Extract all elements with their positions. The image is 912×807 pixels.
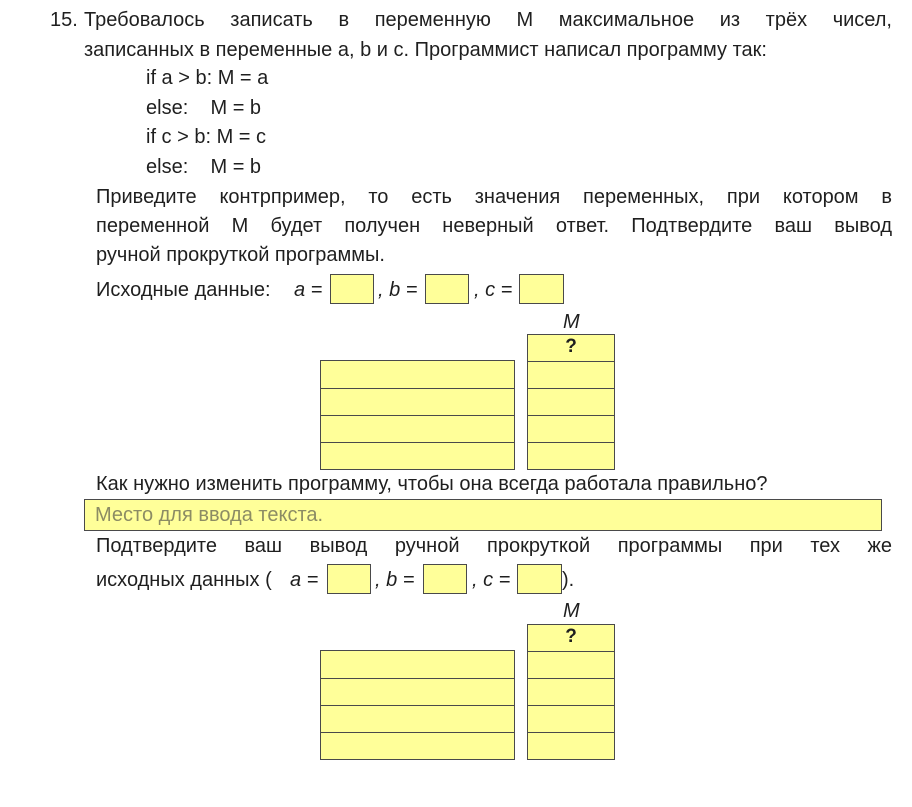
table2-m-cell[interactable]: [528, 651, 614, 678]
code-line-4: else: M = b: [146, 156, 262, 178]
table2-m-cell[interactable]: [528, 678, 614, 705]
table2-program-cell[interactable]: [321, 678, 514, 705]
fix-question: Как нужно изменить программу, чтобы она всегда работала правильно?: [96, 473, 768, 495]
task-text-line-1: Требовалось записать в переменную M максимальное из трёх чисел,: [84, 9, 892, 31]
initial-data-label: Исходные данные:: [96, 279, 271, 301]
confirm-c-label: , c =: [472, 569, 511, 591]
table1-program-cell[interactable]: [321, 388, 514, 415]
confirm-line-1: Подтвердите ваш вывод ручной прокруткой программы при тех же: [96, 535, 892, 557]
b-input[interactable]: [425, 274, 469, 304]
table1-program-cell[interactable]: [321, 442, 514, 469]
table2-program-column: [320, 650, 515, 760]
counterexample-line-3: ручной прокруткой программы.: [96, 244, 385, 266]
table1-program-cell[interactable]: [321, 361, 514, 388]
table1-m-first-cell: ?: [565, 336, 577, 357]
table2-program-cell[interactable]: [321, 651, 514, 678]
table1-m-cell[interactable]: [528, 415, 614, 442]
table1-m-cell[interactable]: [528, 442, 614, 469]
table2-program-cell[interactable]: [321, 732, 514, 759]
confirm-line-2-prefix: исходных данных (: [96, 569, 272, 591]
table2-m-column: [527, 624, 615, 760]
confirm-a-input[interactable]: [327, 564, 371, 594]
table1-m-column: [527, 334, 615, 470]
code-line-2: else: M = b: [146, 97, 262, 119]
table2-m-cell[interactable]: [528, 705, 614, 732]
confirm-c-input[interactable]: [517, 564, 562, 594]
c-label: , c =: [474, 279, 513, 301]
confirm-b-label: , b =: [375, 569, 415, 591]
a-label: a =: [294, 279, 323, 301]
code-line-1: if a > b: M = a: [146, 67, 269, 89]
table2-program-cell[interactable]: [321, 705, 514, 732]
table1-program-column: [320, 360, 515, 470]
code-line-3: if c > b: M = c: [146, 126, 267, 148]
fix-text-input[interactable]: Место для ввода текста.: [84, 499, 882, 531]
task-number: 15.: [50, 9, 78, 31]
table1-m-cell[interactable]: [528, 388, 614, 415]
table1-m-label: M: [563, 311, 580, 333]
c-input[interactable]: [519, 274, 564, 304]
table1-program-cell[interactable]: [321, 415, 514, 442]
table2-m-cell[interactable]: [528, 732, 614, 759]
task-text-line-2: записанных в переменные a, b и c. Программист написал программу так:: [84, 39, 767, 61]
confirm-a-label: a =: [290, 569, 319, 591]
counterexample-line-2: переменной M будет получен неверный ответ. Подтвердите ваш вывод: [96, 215, 892, 237]
counterexample-line-1: Приведите контрпример, то есть значения переменных, при котором в: [96, 186, 892, 208]
b-label: , b =: [378, 279, 418, 301]
table2-m-first-cell: ?: [565, 626, 577, 647]
a-input[interactable]: [330, 274, 374, 304]
confirm-suffix: ).: [562, 569, 575, 591]
table2-m-label: M: [563, 600, 580, 622]
confirm-b-input[interactable]: [423, 564, 467, 594]
table1-m-cell[interactable]: [528, 361, 614, 388]
